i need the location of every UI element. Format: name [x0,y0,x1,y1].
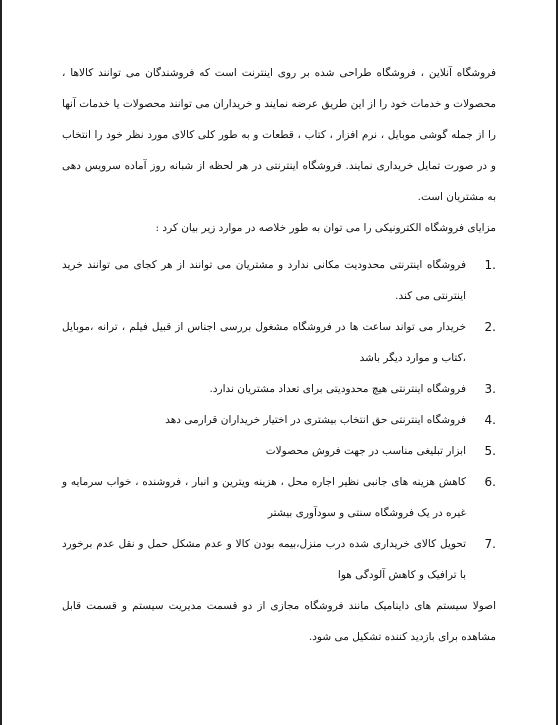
document-body [62,58,496,653]
list-item-number: 2. [484,320,496,334]
paragraph-dynamic-systems: اصولا سیستم های داینامیک مانند فروشگاه مجازی از دو قسمت مدیریت سیستم و قسمت قابل مشاهده برای بازدید کننده تشکیل می شود. [62,600,496,643]
list-item [62,405,496,436]
list-item [62,312,496,374]
list-item-text: تحویل کالای خریداری شده درب منزل،بیمه بودن کالا و عدم مشکل حمل و نقل عدم برخورد با ترافیک و کاهش آلودگی هوا [62,538,466,581]
list-item [62,374,496,405]
list-item-number: 6. [484,475,496,489]
list-item [62,467,496,529]
list-item-text: خریدار می تواند ساعت ها در فروشگاه مشغول بررسی اجناس از قبیل فیلم ، ترانه ،موبایل ،کتاب و موارد دیگر باشد [62,321,466,364]
page-border-left [0,0,2,725]
list-item-number: 7. [484,537,496,551]
list-item-number: 3. [484,382,496,396]
list-item [62,529,496,591]
list-item-number: 1. [484,258,496,272]
advantages-intro: مزایای فروشگاه الکترونیکی را می توان به طور خلاصه در موارد زیر بیان کرد : [155,222,496,234]
list-item-text: فروشگاه اینترنتی محدودیت مکانی ندارد و مشتریان می توانند از هر کجای می توانند خرید اینترنتی می کند. [62,259,466,302]
list-item [62,436,496,467]
advantages-list [62,250,496,591]
list-item-number: 4. [484,413,496,427]
list-item-text: فروشگاه اینترنتی هیچ محدودیتی برای تعداد مشتریان ندارد. [209,383,466,395]
list-item-text: کاهش هزینه های جانبی نظیر اجاره محل ، هزینه ویترین و انبار ، فروشنده ، خواب سرمایه و غیره در یک فروشگاه سنتی و سودآوری بیشتر [62,476,466,519]
list-item [62,250,496,312]
list-item-number: 5. [484,444,496,458]
paragraph-online-store-definition: فروشگاه آنلاین ، فروشگاه طراحی شده بر روی اینترنت است که فروشندگان می توانند کالاها ، محصولات و خدمات خود را از این طریق عرضه نمایند و خریداران می توانند محصولات یا خدمات آنها را از جمله گوشی موبایل ، نرم افزار ، کتاب ، قطعات و به طور کلی کالای مورد نظر خود را انتخاب و در صورت تمایل خریداری نمایند. فروشگاه اینترنتی در هر لحظه از شبانه روز آماده سرویس دهی به مشتریان است. [62,67,496,203]
list-item-text: فروشگاه اینترنتی حق انتخاب بیشتری در اختیار خریداران قرارمی دهد [165,414,466,426]
list-item-text: ابزار تبلیغی مناسب در جهت فروش محصولات [265,445,466,457]
